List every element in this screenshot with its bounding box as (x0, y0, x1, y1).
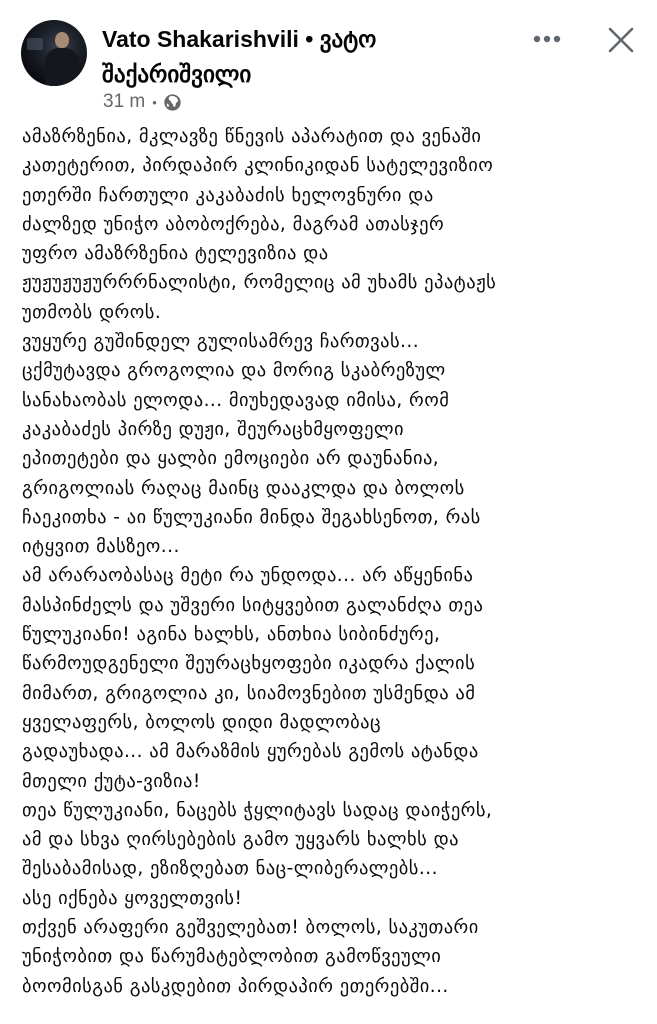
post-text-line: უნიჭობით და წარუმატებლობით გამოწვეული (22, 946, 442, 968)
close-icon[interactable] (603, 22, 639, 58)
post-text (22, 122, 647, 1001)
author-avatar[interactable] (21, 20, 87, 86)
post-text-line: თქვენ არაფერი გეშველებათ! ბოლოს, საკუთარი (22, 917, 479, 939)
post-text-line: ეპითეტები და ყალბი ემოციები არ დაუნანია, (22, 448, 440, 470)
post-text-line: ამ არარაობასაც მეტი რა უნდოდა... არ აწყენინა (22, 565, 474, 587)
avatar-figure-head (55, 32, 69, 48)
post-text-line: ყველაფერს, ბოლოს დიდი მადლობაც (22, 711, 382, 733)
post-text-line: მთელი ქუტა-ვიზია! (22, 770, 201, 792)
post-text-line: მასპინძელს და უშვერი სიტყვებით გალანძღა თეა (22, 594, 484, 616)
author-name[interactable]: Vato Shakarishvili • ვატო შაქარიშვილი (102, 26, 377, 87)
avatar-background (27, 38, 43, 50)
post-time[interactable]: 31 m (103, 91, 146, 112)
meta-separator: • (152, 94, 157, 110)
post-text-line: ჩაეკითხა - აი წულუკიანი მინდა შეგახსენოთ, რას (22, 506, 481, 528)
post-text-line: თეა წულუკიანი, ნაცებს ჭყლიტავს სადაც დაიჭერს, (22, 799, 493, 821)
post-text-line: გრიგოლიას რაღაც მაინც დააკლდა და ბოლოს (22, 477, 465, 499)
post-text-line: შესაბამისად, ეზიზღებათ ნაც-ლიბერალებს... (22, 858, 438, 880)
post-text-line: წარმოუდგენელი შეურაცხყოფები იკადრა ქალის (22, 653, 476, 675)
post-header (0, 0, 657, 120)
post-text-line: ძალზედ უნიჭო აბობოქრება, მაგრამ ათასჯერ (22, 213, 445, 235)
post-text-line: ამ და სხვა ღირსებების გამო უყვარს ხალხს და (22, 829, 460, 851)
post-text-line: უფრო ამაზრზენია ტელევიზია და (22, 243, 329, 265)
more-horizontal-icon[interactable] (530, 24, 564, 54)
post-text-line: ბოომისგან გასკდებით პირდაპირ ეთერებში... (22, 975, 449, 997)
post-text-line: ეთერში ჩართული კაკაბაძის ხელოვნური და (22, 184, 434, 206)
post-text-line: სანახაობას ელოდა... მიუხედავად იმისა, რომ (22, 389, 450, 411)
post-text-line: ასე იქნება ყოველთვის! (22, 887, 243, 909)
post-text-line: გადაუხადა... ამ მარაზმის ყურებას გემოს ატანდა (22, 741, 479, 763)
post-text-line: ცქმუტავდა გროგოლია და მორიგ სკაბრეზულ (22, 360, 446, 382)
post-text-line: კათეტერით, პირდაპირ კლინიკიდან სატელევიზიო (22, 155, 494, 177)
globe-icon[interactable] (163, 93, 182, 112)
post-text-line: ვუყურე გუშინდელ გულისამრევ ჩართვას... (22, 331, 420, 353)
post-text-line: უთმობს დროს. (22, 301, 162, 323)
post-text-line: კაკაბაძეს პირზე დუჟი, შეურაცხმყოფელი (22, 418, 405, 440)
post-text-line: იტყვით მასზეო... (22, 536, 180, 558)
avatar-figure-body (45, 48, 79, 86)
post-meta (103, 89, 182, 115)
post-text-line: მიმართ, გრიგოლია კი, სიამოვნებით უსმენდა ამ (22, 682, 476, 704)
post-text-line: ამაზრზენია, მკლავზე წნევის აპარატით და ვენაში (22, 126, 482, 147)
post-text-line: წულუკიანი! აგინა ხალხს, ანთხია სიბინძურე, (22, 624, 441, 646)
post-text-line: ჟუჟუჟუჟურრრნალისტი, რომელიც ამ უხამს ეპატაჟს (22, 272, 497, 294)
